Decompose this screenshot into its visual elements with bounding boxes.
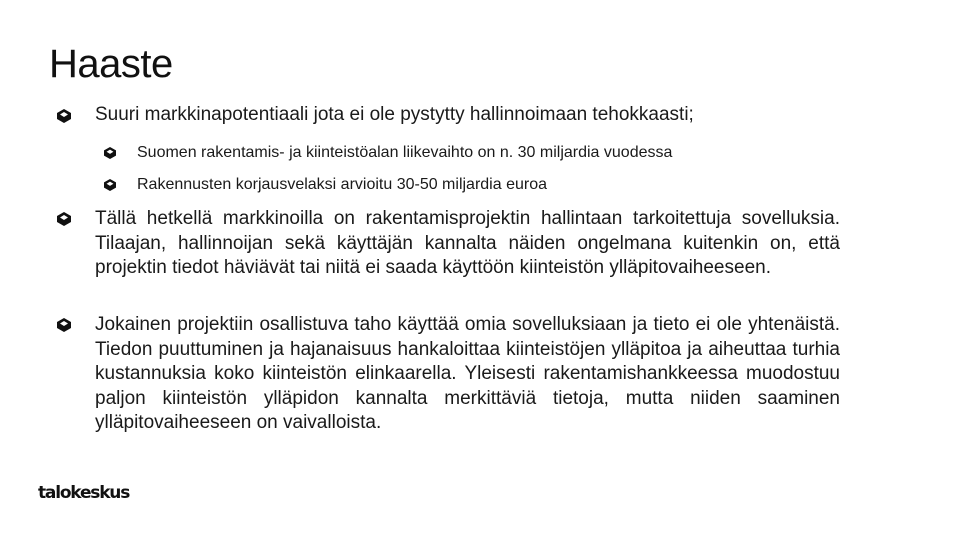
bullet-item-3: Jokainen projektiin osallistuva taho käyttää omia sovelluksiaan ja tieto ei ole yhtenäistä. Tiedon puuttuminen ja hajanaisuus hankaloittaa kiinteistöjen ylläpitoa ja aiheuttaa turhia kustannuksia koko kiinteistön elinkaarella. Yleisesti rakentamishankkeessa muodostuu paljon kiinteistön ylläpidon kannalta merkittäviä tietoja, mutta niiden saaminen ylläpitovaiheeseen on vaivalloista. <box>95 314 840 433</box>
slide-title: Haaste <box>49 42 173 86</box>
cube-bullet-icon <box>104 179 116 191</box>
sub-bullet-item-2: Rakennusten korjausvelaksi arvioitu 30-50 miljardia euroa <box>137 176 547 193</box>
bullet-item-2: Tällä hetkellä markkinoilla on rakentamisprojektin hallintaan tarkoitettuja sovelluksia. Tilaajan, hallinnoijan sekä käyttäjän kannalta näiden ongelmana kuitenkin on, että projektin tiedot häviävät tai niitä ei saada käyttöön kiinteistön ylläpitovaiheeseen. <box>95 208 840 278</box>
sub-bullet-item-1: Suomen rakentamis- ja kiinteistöalan liikevaihto on n. 30 miljardia vuodessa <box>137 144 673 161</box>
cube-bullet-icon <box>57 212 71 226</box>
cube-bullet-icon <box>104 147 116 159</box>
cube-bullet-icon <box>57 318 71 332</box>
logo: talokeskus <box>38 483 130 503</box>
cube-bullet-icon <box>57 109 71 123</box>
bullet-item-1: Suuri markkinapotentiaali jota ei ole pystytty hallinnoimaan tehokkaasti; <box>95 104 694 125</box>
